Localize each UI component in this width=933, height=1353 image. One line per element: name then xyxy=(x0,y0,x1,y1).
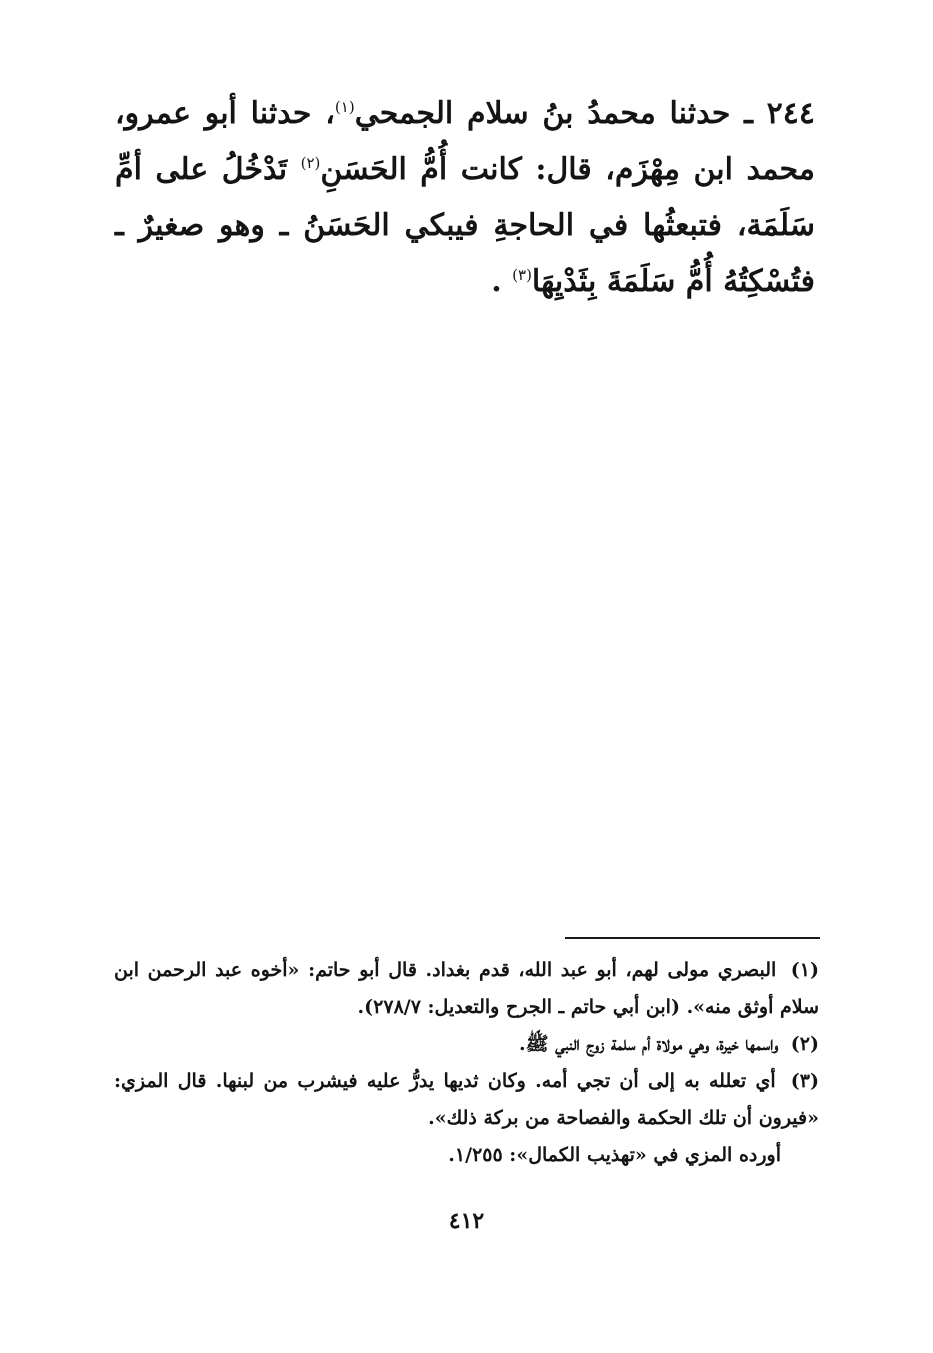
main-text-block xyxy=(115,86,815,310)
footnotes-section xyxy=(114,952,819,1174)
hadith-text-part-1: حدثنا محمدُ بنُ سلام الجمحي xyxy=(354,96,731,131)
footnote-reference-3[interactable]: (٣) xyxy=(512,266,532,284)
footnote-separator xyxy=(565,937,820,939)
hadith-text-part-2: ، حدثنا أبو عمرو، محمد ابن مِهْزَم، قال: كانت أُمُّ الحَسَنِ xyxy=(115,96,815,187)
footnote-1 xyxy=(114,952,819,1026)
footnote-text-2: واسمها خيرة، وهي مولاة أم سلمة زوج النبي ﷺ. xyxy=(518,1033,779,1055)
footnote-text-1: البصري مولى لهم، أبو عبد الله، قدم بغداد. قال أبو حاتم: «أخوه عبد الرحمن ابن سلام أوثق منه». (ابن أبي حاتم ـ الجرح والتعديل: ٢٧٨/٧). xyxy=(114,959,819,1018)
footnote-mark-3: (٣) xyxy=(790,1070,819,1092)
hadith-text-end: . xyxy=(491,264,513,299)
hadith-number: ٢٤٤ xyxy=(766,96,815,131)
footnote-3 xyxy=(114,1063,819,1137)
hadith-dash: ـ xyxy=(730,96,767,131)
footnote-text-3: أي تعلله به إلى أن تجي أمه. وكان ثديها يدرُّ عليه فيشرب من لبنها. قال المزي: «فيرون أن تلك الحكمة والفصاحة من بركة ذلك». xyxy=(114,1070,819,1129)
footnote-reference-1[interactable]: (١) xyxy=(334,98,355,116)
hadith-text-part-3: تَدْخُلُ على أمِّ سَلَمَة، فتبعثُها في الحاجةِ فيبكي الحَسَنُ ـ وهو صغيرٌ ـ فتُسْكِتُهُ أُمُّ سَلَمَةَ بِثَدْيِهَا xyxy=(115,152,815,299)
footnote-reference-2[interactable]: (٢) xyxy=(300,154,321,172)
footnote-2 xyxy=(114,1026,819,1063)
page-number: ٤١٢ xyxy=(448,1208,485,1234)
hadith-paragraph xyxy=(115,86,815,310)
footnote-mark-1: (١) xyxy=(790,959,819,981)
footnote-mark-2: (٢) xyxy=(790,1033,819,1055)
footnote-3-source: أورده المزي في «تهذيب الكمال»: ١/٢٥٥. xyxy=(448,1144,781,1166)
